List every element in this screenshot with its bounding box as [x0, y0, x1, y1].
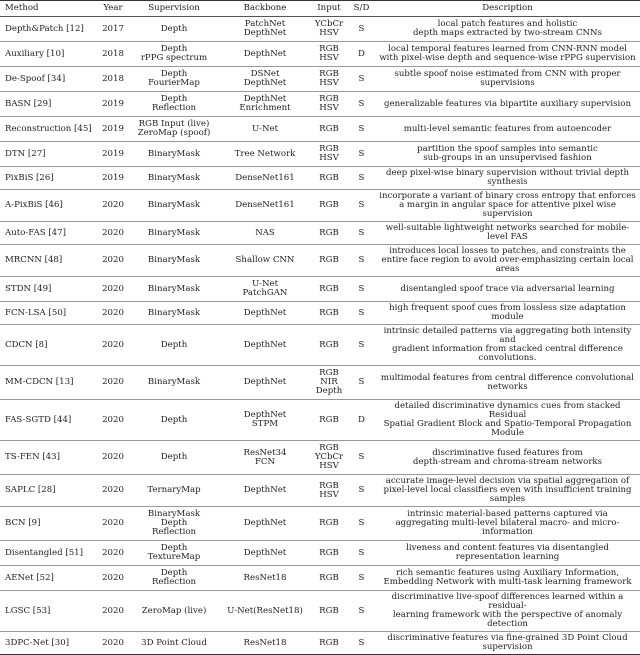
cell-description: intrinsic material-based patterns captured via aggregating multi-level bilateral macro- and micro- information	[375, 507, 640, 541]
cell-backbone: DepthNet STPM	[220, 400, 310, 441]
cell-supervision: Depth rPPG spectrum	[128, 42, 220, 67]
cell-method: Disentangled [51]	[0, 541, 98, 566]
cell-method: Reconstruction [45]	[0, 117, 98, 142]
cell-backbone: DepthNet	[220, 42, 310, 67]
cell-sd: S	[348, 507, 375, 541]
table-row	[0, 325, 640, 366]
cell-backbone: U-Net(ResNet18)	[220, 591, 310, 632]
cell-description: multi-level semantic features from autoencoder	[375, 117, 640, 142]
cell-input: RGB	[310, 507, 348, 541]
cell-backbone: DepthNet	[220, 366, 310, 400]
cell-supervision: RGB Input (live) ZeroMap (spoof)	[128, 117, 220, 142]
cell-method: BCN [9]	[0, 507, 98, 541]
table-row	[0, 366, 640, 400]
cell-sd: S	[348, 302, 375, 325]
cell-backbone: ResNet18	[220, 566, 310, 591]
header-supervision: Supervision	[128, 1, 220, 17]
cell-supervision: Depth FourierMap	[128, 67, 220, 92]
header-year: Year	[98, 1, 128, 17]
cell-method: Auxiliary [10]	[0, 42, 98, 67]
cell-year: 2020	[98, 475, 128, 507]
cell-sd: S	[348, 632, 375, 655]
table-row	[0, 245, 640, 277]
cell-backbone: Shallow CNN	[220, 245, 310, 277]
cell-sd: S	[348, 541, 375, 566]
cell-supervision: Depth	[128, 441, 220, 475]
cell-supervision: Depth TextureMap	[128, 541, 220, 566]
cell-backbone: U-Net	[220, 117, 310, 142]
cell-backbone: NAS	[220, 222, 310, 245]
cell-input: RGB HSV	[310, 42, 348, 67]
cell-input: RGB	[310, 541, 348, 566]
table-row	[0, 632, 640, 655]
cell-method: 3DPC-Net [30]	[0, 632, 98, 655]
header-method: Method	[0, 1, 98, 17]
table-body	[0, 17, 640, 655]
cell-backbone: U-Net PatchGAN	[220, 277, 310, 302]
cell-method: BASN [29]	[0, 92, 98, 117]
cell-description: discriminative live-spoof differences learned within a residual- learning framework with the perspective of anomaly detection	[375, 591, 640, 632]
cell-input: RGB	[310, 632, 348, 655]
table-row	[0, 92, 640, 117]
cell-input: RGB	[310, 325, 348, 366]
cell-sd: S	[348, 325, 375, 366]
cell-year: 2017	[98, 17, 128, 42]
table-row	[0, 190, 640, 222]
cell-description: liveness and content features via disentangled representation learning	[375, 541, 640, 566]
cell-method: MM-CDCN [13]	[0, 366, 98, 400]
cell-method: DTN [27]	[0, 142, 98, 167]
table-row	[0, 507, 640, 541]
cell-input: RGB	[310, 167, 348, 190]
cell-year: 2018	[98, 42, 128, 67]
cell-description: well-suitable lightweight networks searched for mobile-level FAS	[375, 222, 640, 245]
cell-supervision: Depth Reflection	[128, 92, 220, 117]
cell-sd: D	[348, 400, 375, 441]
cell-sd: S	[348, 591, 375, 632]
cell-year: 2020	[98, 541, 128, 566]
cell-input: RGB	[310, 117, 348, 142]
cell-method: AENet [52]	[0, 566, 98, 591]
cell-sd: S	[348, 17, 375, 42]
cell-backbone: DepthNet	[220, 302, 310, 325]
cell-description: deep pixel-wise binary supervision without trivial depth synthesis	[375, 167, 640, 190]
cell-method: STDN [49]	[0, 277, 98, 302]
cell-year: 2020	[98, 366, 128, 400]
cell-input: RGB	[310, 222, 348, 245]
cell-description: multimodal features from central difference convolutional networks	[375, 366, 640, 400]
cell-description: disentangled spoof trace via adversarial learning	[375, 277, 640, 302]
cell-supervision: BinaryMask	[128, 222, 220, 245]
cell-backbone: DepthNet	[220, 507, 310, 541]
cell-year: 2018	[98, 67, 128, 92]
cell-input: RGB HSV	[310, 142, 348, 167]
cell-sd: S	[348, 67, 375, 92]
cell-input: RGB YCbCr HSV	[310, 441, 348, 475]
cell-year: 2019	[98, 167, 128, 190]
cell-year: 2019	[98, 117, 128, 142]
cell-description: rich semantic features using Auxiliary Information, Embedding Network with multi-task learning framework	[375, 566, 640, 591]
cell-backbone: Tree Network	[220, 142, 310, 167]
cell-year: 2020	[98, 245, 128, 277]
table-row	[0, 67, 640, 92]
cell-input: RGB	[310, 277, 348, 302]
cell-method: CDCN [8]	[0, 325, 98, 366]
cell-backbone: ResNet18	[220, 632, 310, 655]
cell-input: RGB NIR Depth	[310, 366, 348, 400]
cell-input: RGB	[310, 302, 348, 325]
cell-year: 2020	[98, 222, 128, 245]
cell-description: accurate image-level decision via spatial aggregation of pixel-level local classifiers even with insufficient training samples	[375, 475, 640, 507]
header-row	[0, 1, 640, 17]
cell-backbone: ResNet34 FCN	[220, 441, 310, 475]
table-row	[0, 277, 640, 302]
cell-input: RGB	[310, 591, 348, 632]
cell-sd: S	[348, 222, 375, 245]
cell-description: subtle spoof noise estimated from CNN with proper supervisions	[375, 67, 640, 92]
cell-description: local temporal features learned from CNN-RNN model with pixel-wise depth and sequence-wise rPPG supervision	[375, 42, 640, 67]
table-row	[0, 117, 640, 142]
cell-supervision: ZeroMap (live)	[128, 591, 220, 632]
cell-input: RGB HSV	[310, 92, 348, 117]
cell-supervision: BinaryMask	[128, 142, 220, 167]
cell-sd: D	[348, 42, 375, 67]
cell-input: RGB	[310, 245, 348, 277]
cell-supervision: BinaryMask	[128, 245, 220, 277]
cell-year: 2020	[98, 325, 128, 366]
cell-method: PixBiS [26]	[0, 167, 98, 190]
cell-description: high frequent spoof cues from lossless size adaptation module	[375, 302, 640, 325]
cell-backbone: PatchNet DepthNet	[220, 17, 310, 42]
cell-sd: S	[348, 117, 375, 142]
cell-method: FCN-LSA [50]	[0, 302, 98, 325]
cell-backbone: DenseNet161	[220, 167, 310, 190]
cell-description: local patch features and holistic depth maps extracted by two-stream CNNs	[375, 17, 640, 42]
cell-description: discriminative fused features from depth-stream and chroma-stream networks	[375, 441, 640, 475]
cell-description: discriminative features via fine-grained 3D Point Cloud supervision	[375, 632, 640, 655]
cell-sd: S	[348, 92, 375, 117]
cell-sd: S	[348, 475, 375, 507]
cell-supervision: BinaryMask Depth Reflection	[128, 507, 220, 541]
cell-backbone: DenseNet161	[220, 190, 310, 222]
table-row	[0, 400, 640, 441]
cell-input: RGB	[310, 566, 348, 591]
cell-supervision: BinaryMask	[128, 277, 220, 302]
cell-supervision: BinaryMask	[128, 302, 220, 325]
cell-supervision: 3D Point Cloud	[128, 632, 220, 655]
header-sd: S/D	[348, 1, 375, 17]
cell-year: 2020	[98, 277, 128, 302]
cell-year: 2020	[98, 441, 128, 475]
cell-backbone: DepthNet Enrichment	[220, 92, 310, 117]
cell-description: partition the spoof samples into semantic sub-groups in an unsupervised fashion	[375, 142, 640, 167]
header-backbone: Backbone	[220, 1, 310, 17]
header-description: Description	[375, 1, 640, 17]
cell-year: 2020	[98, 566, 128, 591]
cell-description: introduces local losses to patches, and constraints the entire face region to avoid over-emphasizing certain local areas	[375, 245, 640, 277]
table-row	[0, 167, 640, 190]
cell-method: MRCNN [48]	[0, 245, 98, 277]
cell-supervision: Depth	[128, 17, 220, 42]
cell-method: A-PixBiS [46]	[0, 190, 98, 222]
cell-year: 2019	[98, 142, 128, 167]
cell-year: 2020	[98, 632, 128, 655]
cell-backbone: DepthNet	[220, 475, 310, 507]
cell-year: 2019	[98, 92, 128, 117]
cell-backbone: DepthNet	[220, 325, 310, 366]
cell-input: RGB	[310, 400, 348, 441]
cell-method: SAPLC [28]	[0, 475, 98, 507]
table-row	[0, 441, 640, 475]
table-row	[0, 566, 640, 591]
cell-supervision: Depth Reflection	[128, 566, 220, 591]
table-row	[0, 17, 640, 42]
cell-input: RGB HSV	[310, 475, 348, 507]
cell-method: De-Spoof [34]	[0, 67, 98, 92]
cell-supervision: BinaryMask	[128, 190, 220, 222]
cell-supervision: BinaryMask	[128, 167, 220, 190]
cell-year: 2020	[98, 190, 128, 222]
cell-supervision: BinaryMask	[128, 366, 220, 400]
cell-description: generalizable features via bipartite auxiliary supervision	[375, 92, 640, 117]
cell-input: RGB	[310, 190, 348, 222]
table-row	[0, 475, 640, 507]
table-row	[0, 42, 640, 67]
header-input: Input	[310, 1, 348, 17]
cell-sd: S	[348, 441, 375, 475]
cell-supervision: TernaryMap	[128, 475, 220, 507]
cell-sd: S	[348, 167, 375, 190]
cell-method: Auto-FAS [47]	[0, 222, 98, 245]
cell-year: 2020	[98, 507, 128, 541]
cell-input: RGB HSV	[310, 67, 348, 92]
cell-backbone: DSNet DepthNet	[220, 67, 310, 92]
table-row	[0, 302, 640, 325]
cell-supervision: Depth	[128, 325, 220, 366]
cell-sd: S	[348, 566, 375, 591]
cell-supervision: Depth	[128, 400, 220, 441]
cell-year: 2020	[98, 302, 128, 325]
cell-description: intrinsic detailed patterns via aggregating both intensity and gradient information from stacked central difference convolutions.	[375, 325, 640, 366]
cell-sd: S	[348, 245, 375, 277]
cell-description: detailed discriminative dynamics cues from stacked Residual Spatial Gradient Block and Spatio-Temporal Propagation Module	[375, 400, 640, 441]
cell-method: FAS-SGTD [44]	[0, 400, 98, 441]
cell-year: 2020	[98, 400, 128, 441]
table-row	[0, 222, 640, 245]
table-row	[0, 591, 640, 632]
cell-backbone: DepthNet	[220, 541, 310, 566]
cell-sd: S	[348, 142, 375, 167]
cell-method: Depth&Patch [12]	[0, 17, 98, 42]
table-row	[0, 142, 640, 167]
cell-method: TS-FEN [43]	[0, 441, 98, 475]
cell-year: 2020	[98, 591, 128, 632]
cell-sd: S	[348, 190, 375, 222]
cell-input: YCbCr HSV	[310, 17, 348, 42]
cell-method: LGSC [53]	[0, 591, 98, 632]
cell-sd: S	[348, 366, 375, 400]
table-row	[0, 541, 640, 566]
cell-description: incorporate a variant of binary cross entropy that enforces a margin in angular space for attentive pixel wise supervision	[375, 190, 640, 222]
cell-sd: S	[348, 277, 375, 302]
